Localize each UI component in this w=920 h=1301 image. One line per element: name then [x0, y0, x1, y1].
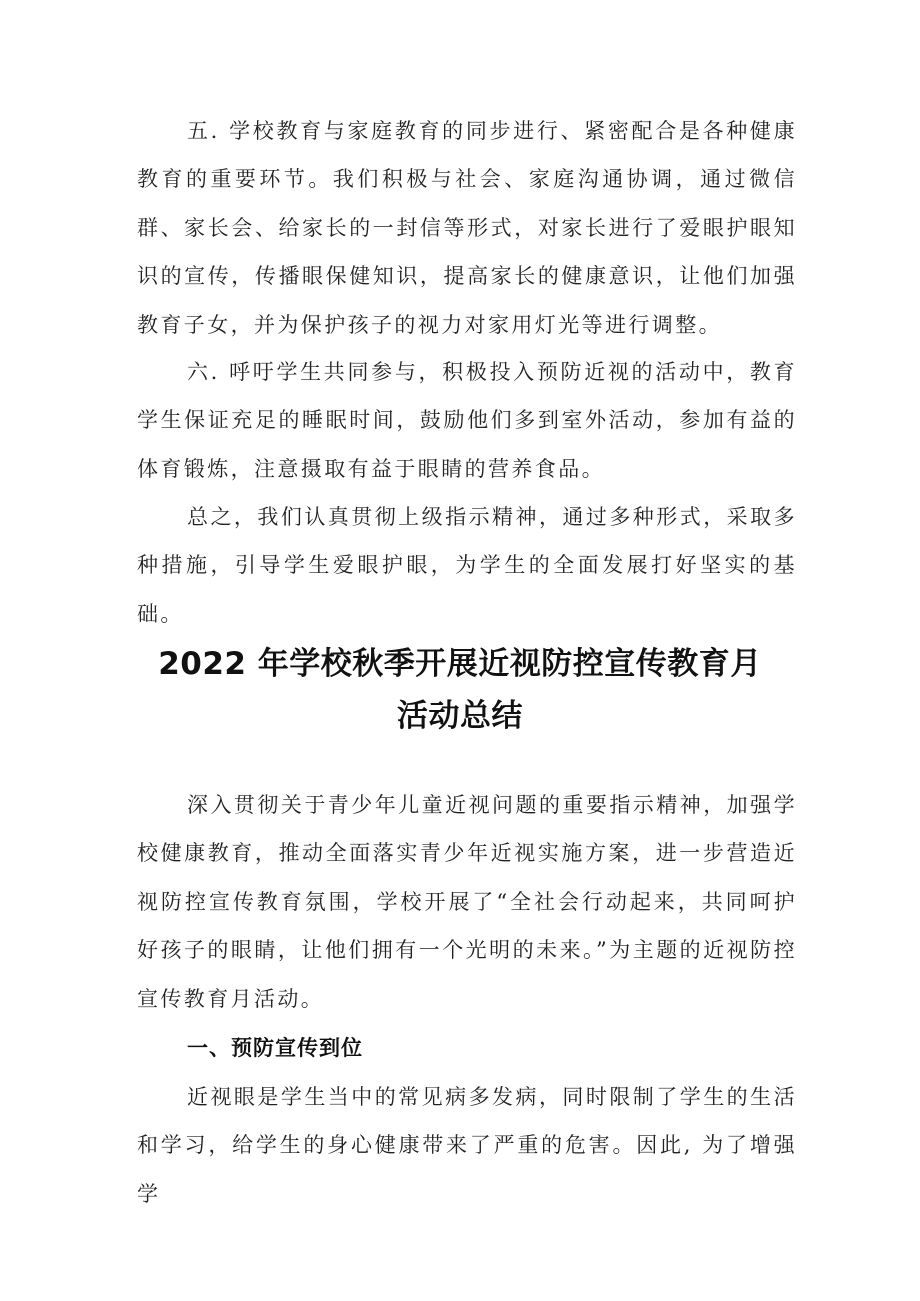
paragraph-conclusion: 总之，我们认真贯彻上级指示精神，通过多种形式，采取多种措施，引导学生爱眼护眼，为学生的全面发展打好坚实的基础。 [137, 505, 797, 626]
paragraph-intro: 深入贯彻关于青少年儿童近视问题的重要指示精神，加强学校健康教育，推动全面落实青少年近视实施方案，进一步营造近视防控宣传教育氛围，学校开展了“全社会行动起来，共同呵护好孩子的眼睛，让他们拥有一个光明的未来。”为主题的近视防控宣传教育月活动。 [137, 793, 797, 1011]
title-line-2: 活动总结 [397, 698, 523, 734]
title-line-1: 2022 年学校秋季开展近视防控宣传教育月 [158, 646, 762, 682]
paragraph-section-one: 近视眼是学生当中的常见病多发病，同时限制了学生的生活和学习，给学生的身心健康带来了严重的危害。因此, 为了增强学 [137, 1085, 797, 1206]
section-heading: 一、预防宣传到位 [187, 1036, 363, 1060]
document-title [100, 638, 820, 742]
paragraph-five: 五. 学校教育与家庭教育的同步进行、紧密配合是各种健康教育的重要环节。我们积极与社会、家庭沟通协调，通过微信群、家长会、给家长的一封信等形式，对家长进行了爱眼护眼知识的宣传，传播眼保健知识，提高家长的健康意识，让他们加强教育子女，并为保护孩子的视力对家用灯光等进行调整。 [137, 119, 797, 337]
paragraph-six: 六. 呼吁学生共同参与，积极投入预防近视的活动中，教育学生保证充足的睡眠时间，鼓励他们多到室外活动，参加有益的体育锻炼，注意摄取有益于眼睛的营养食品。 [137, 360, 797, 481]
